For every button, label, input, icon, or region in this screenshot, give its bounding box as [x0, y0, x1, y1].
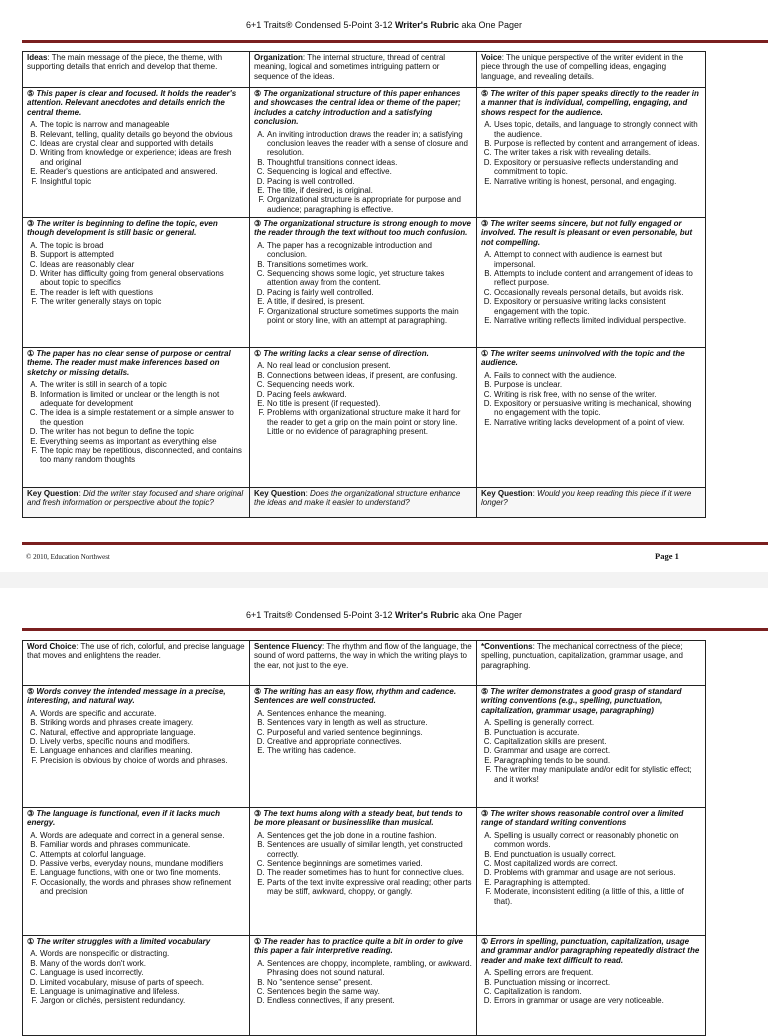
criteria-item: D. Writing from knowledge or experience; ideas are fresh and original	[40, 148, 245, 167]
level-statement-text: The writer demonstrates a good grasp of standard writing conventions (e.g., spelling, punctuation, capitalization, grammar usage, paragraphing)	[481, 687, 682, 715]
level-statement-text: The text hums along with a steady beat, but tends to be more pleasant or businesslike than musical.	[254, 809, 463, 828]
level-statement	[27, 219, 245, 238]
criteria-item: B. Relevant, telling, quality details go beyond the obvious	[40, 130, 245, 139]
criteria-item: A. Sentences are choppy, incomplete, rambling, or awkward. Phrasing does not sound natural.	[267, 959, 472, 978]
key-question-text: Does the organizational structure enhance the ideas and make it easier to understand?	[254, 489, 461, 508]
level-statement	[254, 349, 472, 358]
criteria-item: E. A title, if desired, is present.	[267, 297, 472, 306]
criteria-list	[254, 959, 472, 1006]
rubric-cell	[23, 218, 250, 348]
criteria-item: E. Narrative writing lacks development of a point of view.	[494, 418, 701, 427]
criteria-item: B. Information is limited or unclear or the length is not adequate for development	[40, 390, 245, 409]
page-header	[0, 20, 768, 30]
criteria-item: F. Organizational structure sometimes supports the main point or story line, with an attempt at paragraphing.	[267, 307, 472, 326]
rubric-table-2	[22, 640, 706, 1036]
criteria-item: E. Reader's questions are anticipated and answered.	[40, 167, 245, 176]
key-question-ideas: Key Question: Did the writer stay focused and share original and fresh information or perspective about the topic?	[23, 488, 250, 518]
footer-rule	[22, 542, 768, 545]
level-3-row	[23, 218, 706, 348]
trait-desc: : The internal structure, thread of central meaning, logical and sometimes intriguing pattern or sequence of the ideas.	[254, 53, 446, 81]
level-statement-text: The paper has no clear sense of purpose or central theme. The reader must make inferences based on sketchy or missing details.	[27, 349, 231, 377]
level-statement	[481, 809, 701, 828]
score-number-icon: ⑤	[254, 687, 262, 696]
criteria-item: C. Writing is risk free, with no sense of the writer.	[494, 390, 701, 399]
rubric-cell	[250, 88, 477, 218]
criteria-list	[481, 831, 701, 906]
key-question-label: Key Question	[254, 489, 306, 498]
criteria-list	[254, 831, 472, 897]
criteria-list	[481, 718, 701, 784]
rubric-cell	[23, 686, 250, 808]
criteria-item: B. Purpose is reflected by content and arrangement of ideas.	[494, 139, 701, 148]
trait-name: Ideas	[27, 53, 48, 62]
rubric-cell	[477, 88, 706, 218]
criteria-item: A. Spelling errors are frequent.	[494, 968, 701, 977]
rubric-cell	[23, 88, 250, 218]
rubric-cell	[477, 936, 706, 1036]
level-statement-text: This paper is clear and focused. It holds the reader's attention. Relevant anecdotes and details enrich the central theme.	[27, 89, 237, 117]
level-statement	[254, 219, 472, 238]
criteria-item: B. Purpose is unclear.	[494, 380, 701, 389]
rubric-cell	[477, 218, 706, 348]
trait-header-row	[23, 641, 706, 686]
trait-organization-header	[250, 52, 477, 88]
criteria-item: F. Occasionally, the words and phrases show refinement and precision	[40, 878, 245, 897]
criteria-item: E. Paragraphing tends to be sound.	[494, 756, 701, 765]
rubric-cell	[23, 348, 250, 488]
criteria-item: C. Capitalization is random.	[494, 987, 701, 996]
header-bold: Writer's Rubric	[394, 20, 459, 30]
level-statement	[27, 809, 245, 828]
level-statement-text: The language is functional, even if it lacks much energy.	[27, 809, 221, 828]
copyright: © 2010, Education Northwest	[26, 553, 110, 561]
trait-voice-header	[477, 52, 706, 88]
level-statement-text: The organizational structure is strong enough to move the reader through the text without too much confusion.	[254, 219, 471, 238]
criteria-item: F. Organizational structure is appropriate for purpose and audience; paragraphing is effective.	[267, 195, 472, 214]
criteria-list	[254, 709, 472, 756]
criteria-item: D. Grammar and usage are correct.	[494, 746, 701, 755]
level-statement-text: The writing has an easy flow, rhythm and cadence. Sentences are well constructed.	[254, 687, 457, 706]
criteria-item: C. Purposeful and varied sentence beginnings.	[267, 728, 472, 737]
trait-desc: : The rhythm and flow of the language, the sound of word patterns, the way in which the writing plays to the ear, not just to the eye.	[254, 642, 472, 670]
score-number-icon: ⑤	[27, 89, 35, 98]
criteria-item: B. Many of the words don't work.	[40, 959, 245, 968]
rubric-cell	[477, 808, 706, 936]
key-question-label: Key Question	[27, 489, 79, 498]
criteria-list	[27, 380, 245, 465]
criteria-item: C. Sentence beginnings are sometimes varied.	[267, 859, 472, 868]
level-5-row	[23, 686, 706, 808]
criteria-item: A. Sentences enhance the meaning.	[267, 709, 472, 718]
level-statement	[254, 687, 472, 706]
header-suffix: aka One Pager	[458, 610, 523, 620]
level-1-row	[23, 348, 706, 488]
rubric-cell	[477, 348, 706, 488]
criteria-item: C. Ideas are reasonably clear	[40, 260, 245, 269]
criteria-item: B. Sentences are usually of similar length, yet constructed correctly.	[267, 840, 472, 859]
trait-desc: : The use of rich, colorful, and precise language that moves and enlightens the reader.	[27, 642, 245, 661]
key-question-row	[23, 488, 706, 518]
criteria-item: C. Language is used incorrectly.	[40, 968, 245, 977]
level-3-row	[23, 808, 706, 936]
level-statement	[481, 349, 701, 368]
criteria-item: A. Words are adequate and correct in a general sense.	[40, 831, 245, 840]
level-statement	[481, 687, 701, 715]
score-number-icon: ①	[254, 937, 262, 946]
criteria-item: E. Narrative writing is honest, personal, and engaging.	[494, 177, 701, 186]
level-statement-text: The writer is beginning to define the topic, even though development is still basic or general.	[27, 219, 218, 238]
level-statement	[27, 89, 245, 117]
criteria-item: C. Most capitalized words are correct.	[494, 859, 701, 868]
criteria-item: D. The writer has not begun to define the topic	[40, 427, 245, 436]
rubric-cell	[250, 686, 477, 808]
criteria-list	[27, 709, 245, 765]
criteria-item: C. Capitalization skills are present.	[494, 737, 701, 746]
key-question-text: Would you keep reading this piece if it were longer?	[481, 489, 692, 508]
trait-desc: : The main message of the piece, the theme, with supporting details that enrich and develop that theme.	[27, 53, 223, 72]
header-prefix: 6+1 Traits® Condensed 5-Point 3-12	[245, 610, 395, 620]
rubric-cell	[477, 686, 706, 808]
criteria-item: A. The topic is narrow and manageable	[40, 120, 245, 129]
criteria-item: C. The idea is a simple restatement or a simple answer to the question	[40, 408, 245, 427]
key-question-text: Did the writer stay focused and share original and fresh information or perspective about the topic?	[27, 489, 244, 508]
criteria-item: C. Ideas are crystal clear and supported with details	[40, 139, 245, 148]
criteria-item: B. Transitions sometimes work.	[267, 260, 472, 269]
score-number-icon: ①	[27, 937, 35, 946]
criteria-item: D. Expository or persuasive writing is mechanical, showing no engagement with the topic.	[494, 399, 701, 418]
criteria-item: D. Limited vocabulary, misuse of parts of speech.	[40, 978, 245, 987]
criteria-list	[481, 371, 701, 427]
criteria-item: E. The reader is left with questions	[40, 288, 245, 297]
criteria-item: F. Moderate, inconsistent editing (a little of this, a little of that).	[494, 887, 701, 906]
criteria-item: B. Support is attempted	[40, 250, 245, 259]
criteria-item: E. Language enhances and clarifies meaning.	[40, 746, 245, 755]
trait-conventions-header	[477, 641, 706, 686]
criteria-item: D. Writer has difficulty going from general observations about topic to specifics	[40, 269, 245, 288]
level-statement-text: The writer struggles with a limited vocabulary	[36, 937, 211, 946]
criteria-item: B. End punctuation is usually correct.	[494, 850, 701, 859]
criteria-list	[27, 120, 245, 186]
criteria-item: A. Fails to connect with the audience.	[494, 371, 701, 380]
criteria-list	[27, 241, 245, 307]
header-rule	[22, 628, 768, 631]
criteria-item: B. Punctuation is accurate.	[494, 728, 701, 737]
criteria-item: D. Problems with grammar and usage are not serious.	[494, 868, 701, 877]
criteria-item: B. Familiar words and phrases communicate.	[40, 840, 245, 849]
criteria-item: C. Sequencing needs work.	[267, 380, 472, 389]
criteria-item: B. Attempts to include content and arrangement of ideas to reflect purpose.	[494, 269, 701, 288]
criteria-item: A. The paper has a recognizable introduction and conclusion.	[267, 241, 472, 260]
level-statement	[254, 809, 472, 828]
score-number-icon: ③	[481, 809, 489, 818]
criteria-item: D. Errors in grammar or usage are very noticeable.	[494, 996, 701, 1005]
header-prefix: 6+1 Traits® Condensed 5-Point 3-12	[245, 20, 395, 30]
trait-word-choice-header	[23, 641, 250, 686]
criteria-item: F. Jargon or clichés, persistent redundancy.	[40, 996, 245, 1005]
level-statement-text: The reader has to practice quite a bit in order to give this paper a fair interpretive reading.	[254, 937, 464, 956]
criteria-item: F. Precision is obvious by choice of words and phrases.	[40, 756, 245, 765]
criteria-item: F. The topic may be repetitious, disconnected, and contains too many random thoughts	[40, 446, 245, 465]
level-statement	[481, 937, 701, 965]
score-number-icon: ①	[27, 349, 35, 358]
key-question-organization: Key Question: Does the organizational structure enhance the ideas and make it easier to understand?	[250, 488, 477, 518]
level-statement-text: The writer seems uninvolved with the topic and the audience.	[481, 349, 685, 368]
criteria-list	[481, 120, 701, 186]
trait-name: Word Choice	[27, 642, 77, 651]
criteria-item: D. The reader sometimes has to hunt for connective clues.	[267, 868, 472, 877]
header-suffix: aka One Pager	[458, 20, 523, 30]
page-header	[0, 610, 768, 620]
criteria-item: D. Lively verbs, specific nouns and modifiers.	[40, 737, 245, 746]
score-number-icon: ⑤	[27, 687, 35, 696]
criteria-item: F. The writer generally stays on topic	[40, 297, 245, 306]
criteria-list	[481, 968, 701, 1006]
criteria-item: F. The writer may manipulate and/or edit for stylistic effect; and it works!	[494, 765, 701, 784]
score-number-icon: ⑤	[481, 89, 489, 98]
level-statement-text: The writer shows reasonable control over a limited range of standard writing conventions	[481, 809, 684, 828]
criteria-item: E. No title is present (if requested).	[267, 399, 472, 408]
criteria-item: D. Pacing is fairly well controlled.	[267, 288, 472, 297]
criteria-item: A. Words are specific and accurate.	[40, 709, 245, 718]
score-number-icon: ⑤	[254, 89, 262, 98]
criteria-item: E. Language is unimaginative and lifeless.	[40, 987, 245, 996]
criteria-item: A. Attempt to connect with audience is earnest but impersonal.	[494, 250, 701, 269]
criteria-item: A. No real lead or conclusion present.	[267, 361, 472, 370]
criteria-item: C. The writer takes a risk with revealing details.	[494, 148, 701, 157]
rubric-cell	[250, 348, 477, 488]
criteria-item: A. Uses topic, details, and language to strongly connect with the audience.	[494, 120, 701, 139]
criteria-item: F. Problems with organizational structure make it hard for the reader to get a grip on the main point or story line. Little or no evidence of paragraphing present.	[267, 408, 472, 436]
criteria-item: E. Everything seems as important as everything else	[40, 437, 245, 446]
criteria-item: A. Words are nonspecific or distracting.	[40, 949, 245, 958]
criteria-item: D. Pacing feels awkward.	[267, 390, 472, 399]
trait-sentence-fluency-header	[250, 641, 477, 686]
score-number-icon: ③	[27, 219, 35, 228]
level-5-row	[23, 88, 706, 218]
header-bold: Writer's Rubric	[394, 610, 459, 620]
score-number-icon: ③	[27, 809, 35, 818]
criteria-item: D. Creative and appropriate connectives.	[267, 737, 472, 746]
rubric-cell	[250, 218, 477, 348]
criteria-list	[254, 241, 472, 326]
trait-ideas-header	[23, 52, 250, 88]
level-statement	[27, 687, 245, 706]
criteria-list	[27, 831, 245, 897]
rubric-cell	[23, 936, 250, 1036]
level-statement-text: The writing lacks a clear sense of direction.	[263, 349, 429, 358]
criteria-item: A. The writer is still in search of a topic	[40, 380, 245, 389]
criteria-item: A. Sentences get the job done in a routine fashion.	[267, 831, 472, 840]
criteria-item: C. Sequencing shows some logic, yet structure takes attention away from the content.	[267, 269, 472, 288]
rubric-cell	[250, 936, 477, 1036]
header-rule	[22, 40, 768, 43]
criteria-item: C. Attempts at colorful language.	[40, 850, 245, 859]
score-number-icon: ③	[254, 219, 262, 228]
level-statement	[27, 937, 245, 946]
criteria-list	[481, 250, 701, 325]
criteria-list	[254, 130, 472, 215]
score-number-icon: ③	[254, 809, 262, 818]
criteria-item: D. Endless connectives, if any present.	[267, 996, 472, 1005]
criteria-item: D. Expository or persuasive reflects understanding and commitment to topic.	[494, 158, 701, 177]
criteria-item: A. An inviting introduction draws the reader in; a satisfying conclusion leaves the reader with a sense of closure and resolution.	[267, 130, 472, 158]
level-statement	[254, 937, 472, 956]
trait-name: Organization	[254, 53, 303, 62]
rubric-cell	[250, 808, 477, 936]
criteria-item: F. Insightful topic	[40, 177, 245, 186]
score-number-icon: ①	[481, 349, 489, 358]
level-statement-text: Errors in spelling, punctuation, capitalization, usage and grammar and/or paragraphing repeatedly distract the reader and make text difficult to read.	[481, 937, 700, 965]
criteria-item: E. Parts of the text invite expressive oral reading; other parts may be stiff, awkward, choppy, or gangly.	[267, 878, 472, 897]
criteria-item: E. The title, if desired, is original.	[267, 186, 472, 195]
level-statement	[254, 89, 472, 127]
criteria-item: E. Narrative writing reflects limited individual perspective.	[494, 316, 701, 325]
page-number: Page 1	[655, 551, 679, 561]
trait-desc: : The unique perspective of the writer evident in the piece through the use of compelling ideas, engaging language, and revealing details.	[481, 53, 684, 81]
score-number-icon: ①	[254, 349, 262, 358]
trait-name: Voice	[481, 53, 502, 62]
trait-header-row	[23, 52, 706, 88]
level-statement-text: The writer of this paper speaks directly to the reader in a manner that is individual, compelling, engaging, and shows respect for the audience.	[481, 89, 699, 117]
criteria-item: A. Spelling is generally correct.	[494, 718, 701, 727]
criteria-item: A. Spelling is usually correct or reasonably phonetic on common words.	[494, 831, 701, 850]
criteria-item: C. Sequencing is logical and effective.	[267, 167, 472, 176]
rubric-table-1	[22, 51, 706, 518]
key-question-label: Key Question	[481, 489, 533, 498]
level-statement	[481, 219, 701, 247]
trait-name: Sentence Fluency	[254, 642, 323, 651]
criteria-item: B. Thoughtful transitions connect ideas.	[267, 158, 472, 167]
criteria-item: B. No "sentence sense" present.	[267, 978, 472, 987]
criteria-list	[27, 949, 245, 1005]
criteria-item: B. Sentences vary in length as well as structure.	[267, 718, 472, 727]
level-statement	[27, 349, 245, 377]
criteria-item: C. Natural, effective and appropriate language.	[40, 728, 245, 737]
criteria-item: D. Expository or persuasive writing lacks consistent engagement with the topic.	[494, 297, 701, 316]
score-number-icon: ③	[481, 219, 489, 228]
level-statement-text: The organizational structure of this paper enhances and showcases the central idea or theme of the paper; includes a catchy introduction and a satisfying conclusion.	[254, 89, 461, 127]
level-statement-text: Words convey the intended message in a precise, interesting, and natural way.	[27, 687, 226, 706]
criteria-item: E. Language functions, with one or two fine moments.	[40, 868, 245, 877]
rubric-cell	[23, 808, 250, 936]
criteria-item: D. Passive verbs, everyday nouns, mundane modifiers	[40, 859, 245, 868]
criteria-item: B. Connections between ideas, if present, are confusing.	[267, 371, 472, 380]
level-statement	[481, 89, 701, 117]
criteria-list	[254, 361, 472, 436]
criteria-item: E. Paragraphing is attempted.	[494, 878, 701, 887]
trait-name: *Conventions	[481, 642, 533, 651]
score-number-icon: ①	[481, 937, 489, 946]
score-number-icon: ⑤	[481, 687, 489, 696]
criteria-item: A. The topic is broad	[40, 241, 245, 250]
criteria-item: C. Occasionally reveals personal details, but avoids risk.	[494, 288, 701, 297]
criteria-item: E. The writing has cadence.	[267, 746, 472, 755]
level-statement-text: The writer seems sincere, but not fully engaged or involved. The result is pleasant or even personable, but not compelling.	[481, 219, 693, 247]
rubric-page-2	[0, 588, 768, 1024]
level-1-row	[23, 936, 706, 1036]
criteria-item: B. Punctuation missing or incorrect.	[494, 978, 701, 987]
key-question-voice: Key Question: Would you keep reading this piece if it were longer?	[477, 488, 706, 518]
criteria-item: B. Striking words and phrases create imagery.	[40, 718, 245, 727]
trait-desc: : The mechanical correctness of the piece; spelling, punctuation, capitalization, grammar usage, and paragraphing.	[481, 642, 683, 670]
criteria-item: C. Sentences begin the same way.	[267, 987, 472, 996]
criteria-item: D. Pacing is well controlled.	[267, 177, 472, 186]
